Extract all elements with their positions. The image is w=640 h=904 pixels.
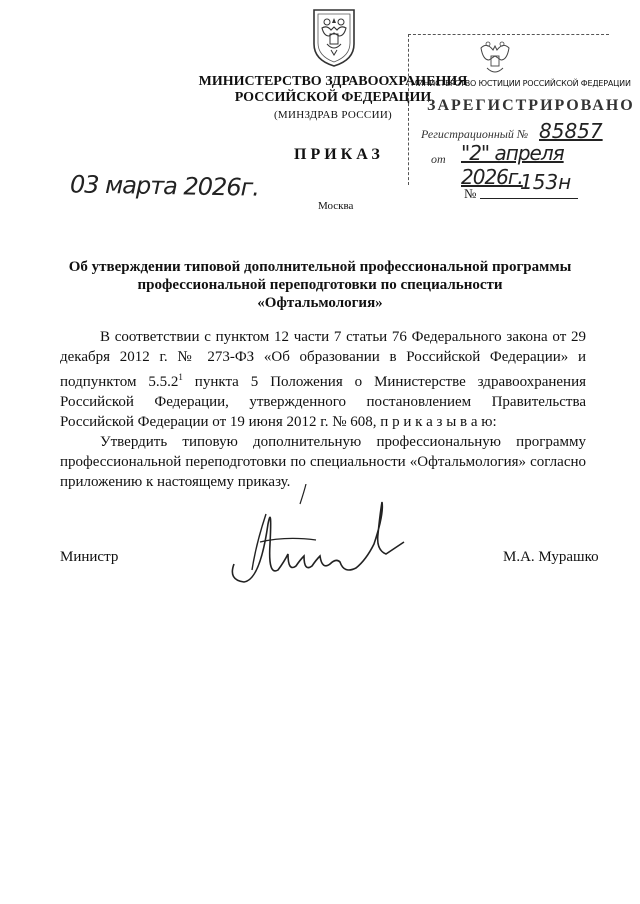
title-line3: «Офтальмология»	[257, 295, 383, 311]
handwritten-signature	[226, 484, 436, 600]
title-line1: Об утверждении типовой дополнительной профессиональной программы	[68, 259, 572, 275]
order-date: 03 марта 2026г.	[69, 170, 260, 202]
stamp-reg-number-label: Регистрационный №	[421, 127, 529, 141]
registration-stamp	[408, 34, 635, 189]
body-paragraph-2: Утвердить типовую дополнительную профессиональную программу профессиональной переподготовки по специальности «Офтальмология» согласно приложению к настоящему приказу.	[60, 434, 586, 490]
ministry-name-line2: РОССИЙСКОЙ ФЕДЕРАЦИИ	[234, 90, 432, 105]
order-number: 153н	[520, 170, 572, 194]
order-type-heading: ПРИКАЗ	[294, 146, 384, 163]
order-title	[60, 258, 580, 312]
signatory-position: Министр	[60, 549, 119, 565]
body-paragraph-1	[60, 327, 586, 432]
order-body	[60, 327, 586, 492]
stamp-reg-number: 85857	[539, 119, 603, 143]
ministry-short-name: (МИНЗДРАВ РОССИИ)	[273, 109, 393, 121]
stamp-date-label: от	[431, 152, 446, 166]
order-city: Москва	[318, 200, 354, 212]
coat-of-arms-emblem	[311, 6, 357, 68]
stamp-date: "2" апреля 2026г.	[461, 141, 564, 189]
body-paragraph-1-part-a: В соответствии с пунктом 12 части 7 статьи 76 Федерального закона от 29 декабря 2012 г. № 273-ФЗ «Об образовании в Российской Федерации» и подпунктом 5.5.2	[60, 329, 586, 390]
stamp-registered-label: ЗАРЕГИСТРИРОВАНО	[427, 97, 635, 114]
order-number-label: №	[464, 186, 477, 201]
body-paragraph-1-part-b: пункта 5 Положения о Министерстве здравоохранения Российской Федерации, утвержденного постановлением Правительства Российской Федерации от 19 июня 2012 г. № 608, п р и к а з ы в а ю:	[60, 374, 587, 430]
signatory-name: М.А. Мурашко	[503, 549, 599, 565]
ministry-name-line1: МИНИСТЕРСТВО ЗДРАВООХРАНЕНИЯ	[198, 74, 468, 89]
stamp-organization: МИНИСТЕРСТВО ЮСТИЦИИ РОССИЙСКОЙ ФЕДЕРАЦИИ	[411, 79, 631, 88]
order-number-line	[480, 198, 578, 199]
footnote-marker: 1	[178, 372, 183, 382]
title-line2: профессиональной переподготовки по специальности	[137, 277, 503, 293]
